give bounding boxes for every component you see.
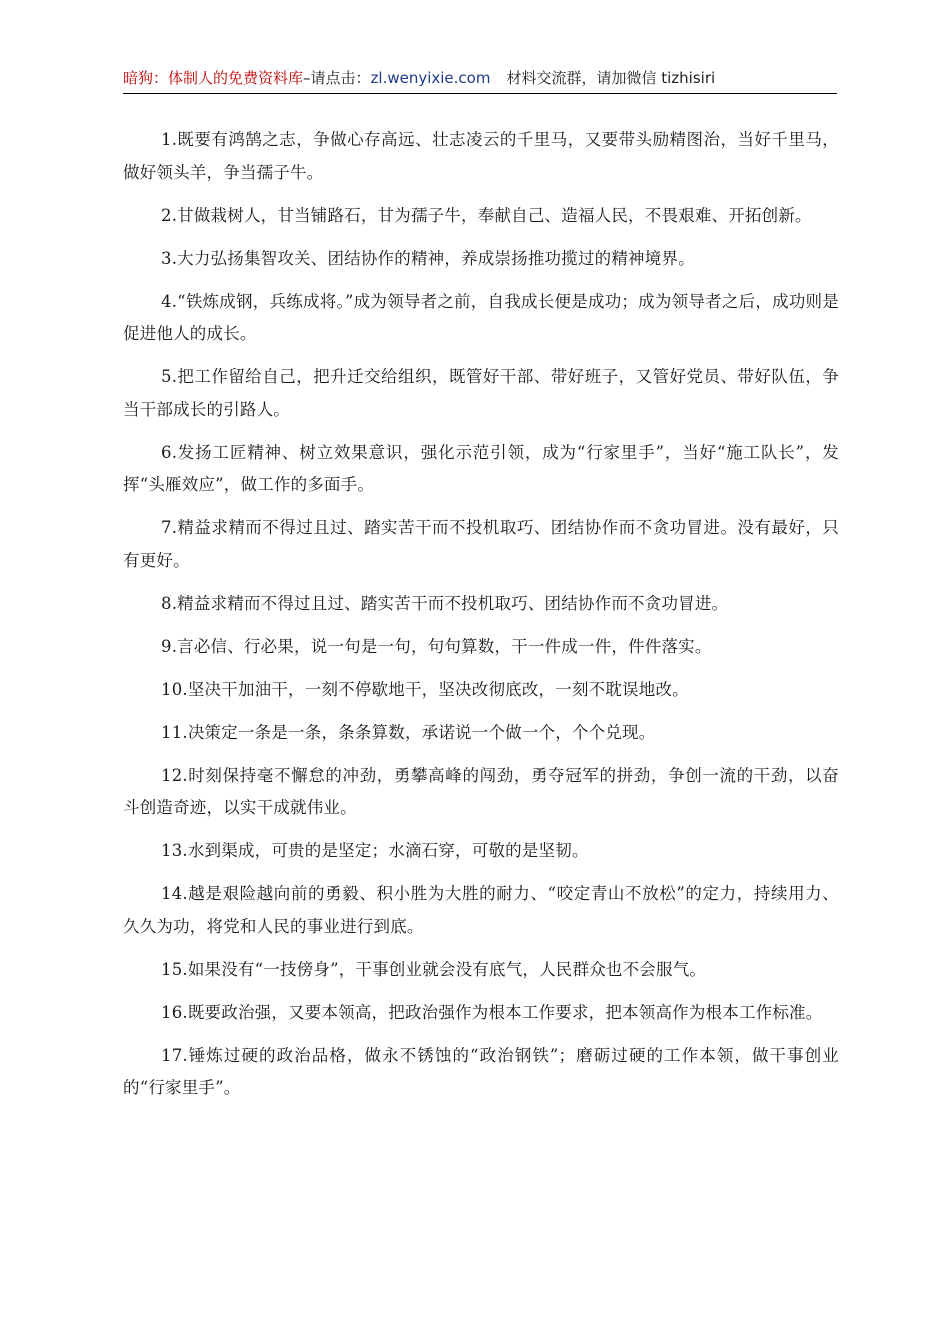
header-click-prefix: –请点击： xyxy=(303,69,371,87)
list-item: 7.精益求精而不得过且过、踏实苦干而不投机取巧、团结协作而不贪功冒进。没有最好，只有更好。 xyxy=(123,518,839,570)
list-item: 1.既要有鸿鹄之志，争做心存高远、壮志凌云的千里马，又要带头励精图治，当好千里马，做好领头羊，争当孺子牛。 xyxy=(123,130,839,182)
list-item: 13.水到渠成，可贵的是坚定；水滴石穿，可敬的是坚韧。 xyxy=(161,841,589,860)
header-url-link[interactable]: zl.wenyixie.com xyxy=(370,69,491,87)
list-item: 14.越是艰险越向前的勇毅、积小胜为大胜的耐力、“咬定青山不放松”的定力，持续用力、久久为功，将党和人民的事业进行到底。 xyxy=(123,884,839,936)
list-item: 10.坚决干加油干，一刻不停歇地干，坚决改彻底改，一刻不耽误地改。 xyxy=(161,679,689,699)
page-header xyxy=(123,66,837,94)
list-item: 8.精益求精而不得过且过、踏实苦干而不投机取巧、团结协作而不贪功冒进。 xyxy=(161,593,729,613)
list-item: 6.发扬工匠精神、树立效果意识，强化示范引领，成为“行家里手”，当好“施工队长”，发挥“头雁效应”，做工作的多面手。 xyxy=(123,442,839,494)
document-body xyxy=(123,124,839,1115)
list-item: 17.锤炼过硬的政治品格，做永不锈蚀的“政治钢铁”；磨砺过硬的工作本领，做干事创业的“行家里手”。 xyxy=(123,1045,839,1097)
header-brand: 暗狗：体制人的免费资料库 xyxy=(123,69,304,87)
list-item: 2.甘做栽树人，甘当铺路石，甘为孺子牛，奉献自己、造福人民，不畏艰难、开拓创新。 xyxy=(161,205,812,225)
list-item: 15.如果没有“一技傍身”，干事创业就会没有底气，人民群众也不会服气。 xyxy=(161,959,707,979)
list-item: 3.大力弘扬集智攻关、团结协作的精神，养成崇扬推功揽过的精神境界。 xyxy=(161,248,695,268)
header-wechat-note: 材料交流群，请加微信 tizhisiri xyxy=(506,69,716,87)
list-item: 9.言必信、行必果，说一句是一句，句句算数，干一件成一件，件件落实。 xyxy=(161,636,712,656)
list-item: 4.“铁炼成钢，兵练成将。”成为领导者之前，自我成长便是成功；成为领导者之后，成功则是促进他人的成长。 xyxy=(123,291,839,343)
list-item: 16.既要政治强，又要本领高，把政治强作为根本工作要求，把本领高作为根本工作标准。 xyxy=(161,1002,823,1022)
list-item: 5.把工作留给自己，把升迁交给组织，既管好干部、带好班子，又管好党员、带好队伍，争当干部成长的引路人。 xyxy=(123,367,839,419)
list-item: 12.时刻保持毫不懈怠的冲劲，勇攀高峰的闯劲，勇夺冠军的拼劲，争创一流的干劲，以奋斗创造奇迹，以实干成就伟业。 xyxy=(123,765,839,817)
list-item: 11.决策定一条是一条，条条算数，承诺说一个做一个，个个兑现。 xyxy=(161,722,656,742)
